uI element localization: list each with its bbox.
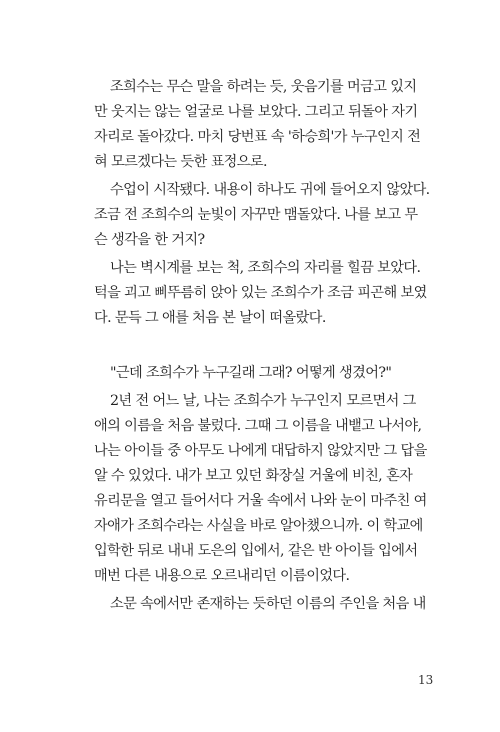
page-number: 13 bbox=[418, 673, 434, 687]
text-line: 애의 이름을 처음 불렀다. 그때 그 이름을 내뱉고 나서야, bbox=[94, 418, 422, 434]
text-line: 2년 전 어느 날, 나는 조희수가 누구인지 모르면서 그 bbox=[110, 393, 416, 409]
text-line: 슨 생각을 한 거지? bbox=[94, 232, 205, 248]
text-line: 조희수는 무슨 말을 하려는 듯, 웃음기를 머금고 있지 bbox=[110, 79, 417, 95]
text-line: 턱을 괴고 삐뚜름히 앉아 있는 조희수가 조금 피곤해 보였 bbox=[94, 285, 427, 301]
text-line: 나는 벽시계를 보는 척, 조희수의 자리를 힐끔 보았다. bbox=[110, 260, 421, 276]
text-line: 알 수 있었다. 내가 보고 있던 화장실 거울에 비친, 혼자 bbox=[94, 468, 413, 484]
text-line: 입학한 뒤로 내내 도은의 입에서, 같은 반 아이들 입에서 bbox=[94, 543, 418, 559]
text-line: 자애가 조희수라는 사실을 바로 알아챘으니까. 이 학교에 bbox=[94, 518, 423, 534]
text-line: 유리문을 열고 들어서다 거울 속에서 나와 눈이 마주친 여 bbox=[94, 493, 427, 509]
text-line: 매번 다른 내용으로 오르내리던 이름이었다. bbox=[94, 568, 350, 584]
text-line: "근데 조희수가 누구길래 그래? 어떻게 생겼어?" bbox=[110, 365, 392, 381]
text-line: 만 웃지는 않는 얼굴로 나를 보았다. 그리고 뒤돌아 자기 bbox=[94, 104, 418, 120]
text-line: 소문 속에서만 존재하는 듯하던 이름의 주인을 처음 내 bbox=[110, 596, 426, 612]
text-line: 나는 아이들 중 아무도 나에게 대답하지 않았지만 그 답을 bbox=[94, 443, 427, 459]
text-line: 혀 모르겠다는 듯한 표정으로. bbox=[94, 154, 267, 170]
text-line: 다. 문득 그 애를 처음 본 날이 떠올랐다. bbox=[94, 310, 326, 326]
text-line: 자리로 돌아갔다. 마치 당번표 속 '하승희'가 누구인지 전 bbox=[94, 129, 421, 145]
text-line: 수업이 시작됐다. 내용이 하나도 귀에 들어오지 않았다. bbox=[110, 182, 430, 198]
text-line: 조금 전 조희수의 눈빛이 자꾸만 맴돌았다. 나를 보고 무 bbox=[94, 207, 418, 223]
